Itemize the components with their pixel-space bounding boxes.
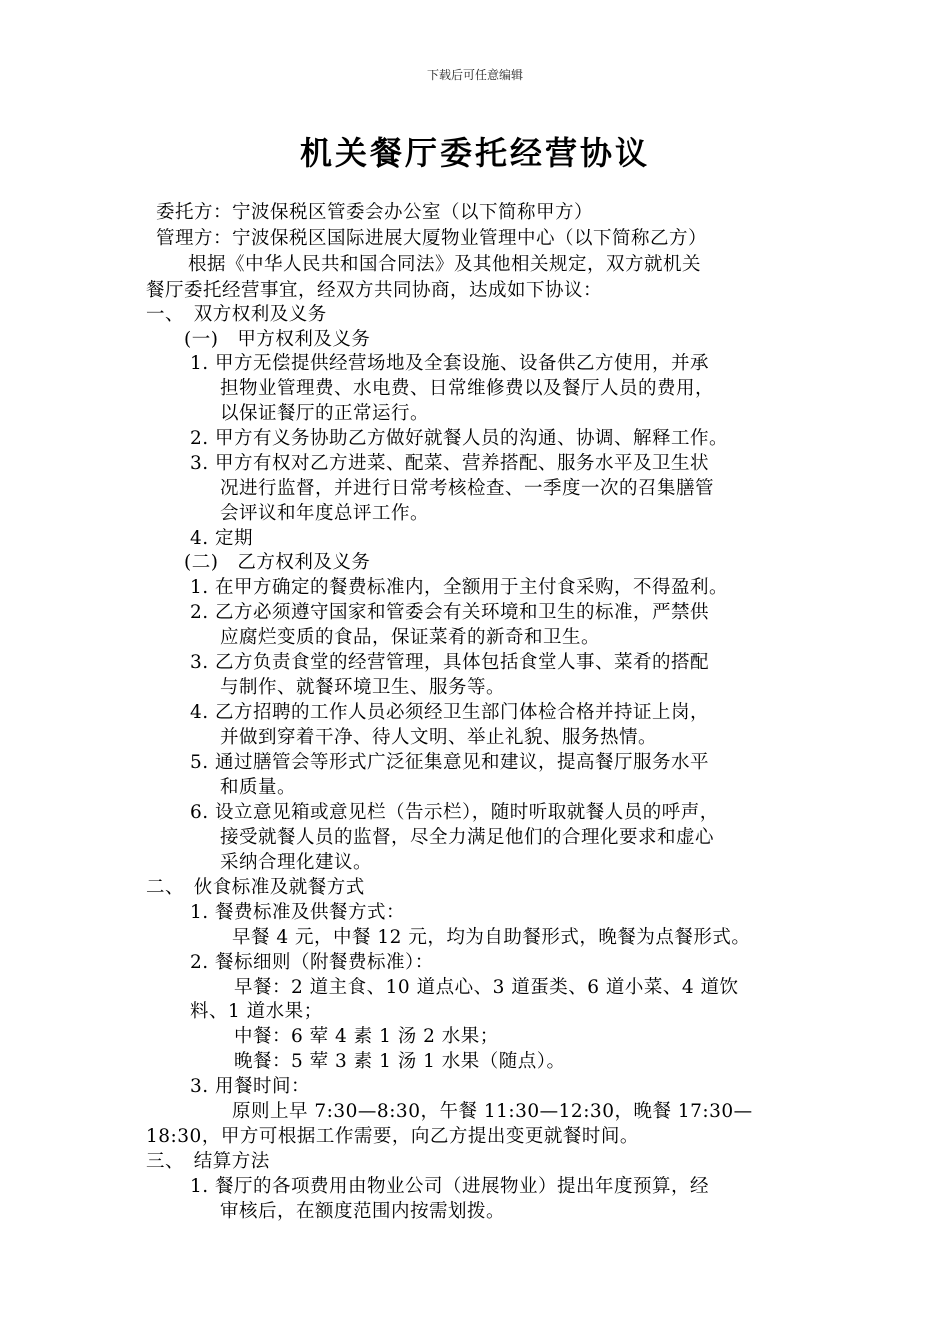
preamble-line-1: 根据《中华人民共和国合同法》及其他相关规定，双方就机关 [188,254,702,275]
list-item: 4. 定期 [190,528,254,549]
list-item-detail: 料、1 道水果； [190,1001,323,1022]
list-item: 6. 设立意见箱或意见栏（告示栏），随时听取就餐人员的呼声， [190,802,719,823]
list-item-detail: 18:30，甲方可根据工作需要，向乙方提出变更就餐时间。 [146,1126,639,1147]
party-b-line: 管理方：宁波保税区国际进展大厦物业管理中心（以下简称乙方） [156,228,708,249]
list-item: 2. 甲方有义务协助乙方做好就餐人员的沟通、协调、解释工作。 [190,428,729,449]
subsection-heading-2: (二) 乙方权利及义务 [184,552,371,573]
list-item-continued: 与制作、就餐环境卫生、服务等。 [220,677,506,698]
list-item-detail: 早餐 4 元，中餐 12 元，均为自助餐形式，晚餐为点餐形式。 [232,927,751,948]
list-item-continued: 担物业管理费、水电费、日常维修费以及餐厅人员的费用， [220,378,715,399]
list-item: 1. 餐厅的各项费用由物业公司（进展物业）提出年度预算，经 [190,1176,710,1197]
list-item-continued: 审核后，在额度范围内按需划拨。 [220,1201,506,1222]
party-a-line: 委托方：宁波保税区管委会办公室（以下简称甲方） [156,202,594,223]
list-item-continued: 应腐烂变质的食品，保证菜肴的新奇和卫生。 [220,627,601,648]
list-item-continued: 接受就餐人员的监督，尽全力满足他们的合理化要求和虚心 [220,827,715,848]
list-item-continued: 采纳合理化建议。 [220,852,373,873]
subsection-heading-1: (一) 甲方权利及义务 [184,329,371,350]
list-item-continued: 和质量。 [220,777,297,798]
list-item-continued: 会评议和年度总评工作。 [220,503,430,524]
page-header: 下载后可任意编辑 [426,68,523,82]
list-item-detail: 原则上早 7:30—8:30，午餐 11:30—12:30，晚餐 17:30— [232,1101,753,1122]
list-item-continued: 并做到穿着干净、待人文明、举止礼貌、服务热情。 [220,727,658,748]
list-item: 3. 用餐时间： [190,1076,311,1097]
list-item: 1. 在甲方确定的餐费标准内，全额用于主付食采购，不得盈利。 [190,577,729,598]
list-item: 1. 餐费标准及供餐方式： [190,902,406,923]
list-item: 4. 乙方招聘的工作人员必须经卫生部门体检合格并持证上岗， [190,702,710,723]
list-item-detail: 早餐：2 道主食、10 道点心、3 道蛋类、6 道小菜、4 道饮 [234,977,739,998]
list-item-continued: 以保证餐厅的正常运行。 [220,403,430,424]
list-item-detail: 晚餐：5 荤 3 素 1 汤 1 水果（随点）。 [234,1051,566,1072]
section-heading-2: 二、 伙食标准及就餐方式 [146,877,365,898]
list-item-continued: 况进行监督，并进行日常考核检查、一季度一次的召集膳管 [220,478,715,499]
list-item: 1. 甲方无偿提供经营场地及全套设施、设备供乙方使用，并承 [190,353,710,374]
list-item: 3. 乙方负责食堂的经营管理，具体包括食堂人事、菜肴的搭配 [190,652,710,673]
section-heading-3: 三、 结算方法 [146,1151,270,1172]
document-title: 机关餐厅委托经营协议 [299,134,650,172]
preamble-line-2: 餐厅委托经营事宜，经双方共同协商，达成如下协议： [146,280,603,301]
section-heading-1: 一、 双方权利及义务 [146,304,327,325]
list-item: 3. 甲方有权对乙方进菜、配菜、营养搭配、服务水平及卫生状 [190,453,710,474]
list-item: 2. 餐标细则（附餐费标准）： [190,952,434,973]
list-item: 5. 通过膳管会等形式广泛征集意见和建议，提高餐厅服务水平 [190,752,710,773]
list-item: 2. 乙方必须遵守国家和管委会有关环境和卫生的标准，严禁供 [190,602,710,623]
list-item-detail: 中餐：6 荤 4 素 1 汤 2 水果； [234,1026,499,1047]
